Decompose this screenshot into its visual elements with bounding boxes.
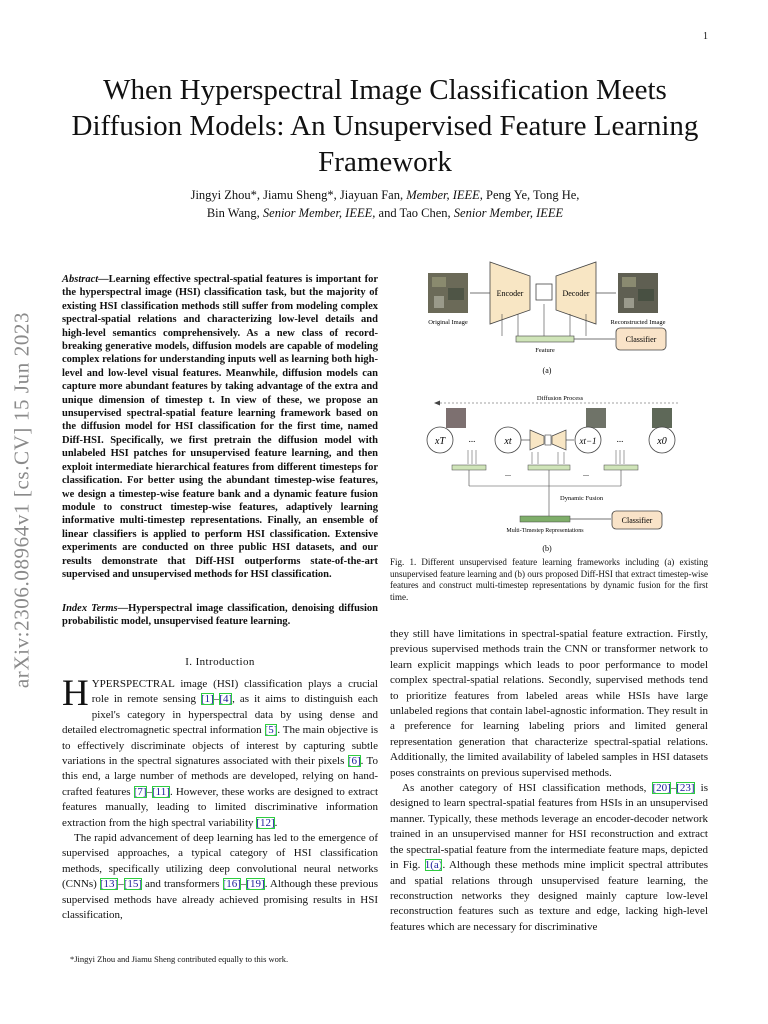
timestep-feature-bar: [452, 465, 486, 470]
ellipsis: ...: [583, 469, 589, 478]
intro-paragraph: [62, 673, 379, 831]
text-run: The rapid advancement of deep learning has led to the emergence of supervised approaches, a typical category of HSI classification methods, specifically utilizing deep convolutional neural networks (CNNs): [62, 832, 378, 891]
authors-line2-b: and Tao Chen,: [375, 206, 454, 220]
citation-link[interactable]: [23]: [676, 782, 695, 795]
text-run: –: [213, 693, 220, 706]
author-list: [90, 186, 680, 222]
unet-encoder: [530, 430, 544, 450]
reconstructed-image-thumbnail: [618, 273, 658, 313]
citation-link[interactable]: [5]: [264, 724, 278, 737]
abstract-label: Abstract: [62, 274, 99, 285]
clean-thumbnail: [652, 408, 672, 428]
original-image-label: Original Image: [428, 319, 468, 326]
diffusion-process-label: Diffusion Process: [536, 395, 584, 402]
page-number: 1: [703, 31, 708, 42]
text-run: . Although these methods mine implicit spectral attributes and spatial relations through unsupervised feature learning, the reconstruction networks they designed mainly capture low-level reconstruction features such as texture and edge, lacking high-level features which are necessary for discriminative: [390, 859, 708, 933]
citation-link[interactable]: [15]: [123, 878, 143, 891]
text-run: . The main objective is to effectively discriminate objects of interest by capturing subtle variations in the spectral signatures associated with their pixels: [62, 724, 378, 768]
ellipsis: ...: [505, 469, 511, 478]
dropcap: H: [62, 673, 89, 714]
figure-1a: [420, 258, 690, 383]
index-terms-text: —Hyperspectral image classification, denoising diffusion probabilistic model, unsupervised feature learning.: [62, 603, 378, 628]
text-run: , as it aims to distinguish each pixel's category in hyperspectral data by using dense and detailed electromagnetic spectral information: [62, 693, 378, 737]
citation-link[interactable]: [7]: [133, 785, 147, 798]
footnote: *Jingyi Zhou and Jiamu Sheng contributed equally to this work.: [70, 954, 289, 964]
dynamic-fusion-label: Dynamic Fusion: [560, 495, 604, 502]
reconstructed-image-label: Reconstructed Image: [610, 319, 666, 326]
node-x0-label: x0: [657, 436, 667, 447]
body-paragraph: they still have limitations in spectral-spatial feature extraction. Firstly, previous supervised methods train the CNN or transformer network to learn explicit mappings which leads to poor performance to model complex spectral-spatial relations. Secondly, supervised methods tend to prioritize features from labeled areas while HSIs have large unlabeled regions that contain label-agnostic information. They result in a preference for learning labeling priors and limited general representation generation that characterize spectral-spatial relations. Additionally, the limited availability of labeled samples in HSI datasets poses constraints on previous supervised methods.: [390, 628, 708, 779]
citation-link[interactable]: [13]: [99, 878, 119, 891]
index-terms: [62, 602, 378, 629]
text-run: and transformers: [142, 878, 223, 891]
node-xt-minus-1-label: xt−1: [579, 436, 597, 446]
text-run: . Although these previous supervised methods have already achieved promising results in HSI classification,: [62, 878, 378, 922]
noise-thumbnail: [446, 408, 466, 428]
citation-link[interactable]: [20]: [652, 782, 671, 795]
subfigure-label: (a): [542, 366, 552, 375]
timestep-feature-bar: [528, 465, 570, 470]
classifier-label: Classifier: [625, 335, 657, 344]
encoder-label: Encoder: [496, 289, 524, 298]
authors-line2-a: Bin Wang,: [206, 206, 263, 220]
text-run: . However, these works are designed to extract features manually, leading to limited discriminative information extraction from the high spectral variability: [62, 785, 379, 829]
citation-link[interactable]: [16]: [222, 878, 241, 891]
citation-link[interactable]: [1]: [200, 693, 214, 706]
multi-timestep-bar: [520, 516, 570, 522]
timestep-arrows: [468, 450, 624, 464]
classifier-label: Classifier: [621, 516, 653, 525]
subfigure-label: (b): [542, 544, 552, 553]
arrowhead: [434, 401, 440, 406]
text-run: –: [240, 878, 247, 891]
introduction-body: [62, 673, 379, 924]
citation-link[interactable]: [6]: [347, 755, 361, 768]
text-run: –: [670, 782, 677, 795]
paper-title: When Hyperspectral Image Classification Meets Diffusion Models: An Unsupervised Feature Learning Framework: [71, 74, 699, 178]
node-xT-label: xT: [435, 436, 445, 447]
authors-role: Member, IEEE,: [406, 188, 483, 202]
authors-line1-a: Jingyi Zhou*, Jiamu Sheng*, Jiayuan Fan,: [190, 188, 407, 202]
index-terms-label: Index Terms: [62, 603, 118, 614]
latent-box: [536, 284, 552, 300]
text-run: YPERSPECTRAL image (HSI) classification plays a crucial role in remote sensing: [91, 678, 378, 706]
figure-caption: Fig. 1. Different unsupervised feature learning frameworks including (a) existing unsupervised feature learning and (b) ours proposed Diff-HSI that extract timestep-wise features and construct multi-timestep representations by dynamic fusion for the first time.: [390, 557, 708, 602]
body-paragraph: [390, 781, 708, 935]
node-xt-label: xt: [504, 436, 512, 447]
authors-role: Senior Member, IEEE: [453, 206, 564, 220]
abstract: [62, 273, 378, 581]
arxiv-stamp-text: arXiv:2306.08964v1 [cs.CV] 15 Jun 2023: [9, 311, 34, 689]
feature-bar: [516, 336, 574, 342]
text-run: is designed to learn spectral-spatial features from HSIs in an unsupervised manner. Typically, these methods leverage an encoder-decoder network trained in an unsupervised manner for HSI reconstruction and extract the spectral-spatial feature from the intermediate feature maps, depicted in Fig.: [390, 782, 708, 872]
text-run: .: [274, 816, 278, 829]
arxiv-stamp: [2, 270, 42, 730]
feature-label: Feature: [535, 347, 555, 354]
abstract-text: —Learning effective spectral-spatial features is important for the hyperspectral image (HSI) classification task, but the majority of existing HSI classification methods still suffer from modeling complex spectral-spatial relations and characterizing low-level details and high-level semantics comprehensively. As a new class of record-breaking generative models, diffusion models are capable of modeling complex relations for understanding inputs well as learning both high-level and low-level visual features. Meanwhile, diffusion models can capture more abundant features by taking advantage of the extra and unique dimension of timestep t. In view of these, we propose an unsupervised spectral-spatial feature learning framework based on the diffusion model for HSI classification for the first time, named Diff-HSI. Specifically, we first pretrain the diffusion model with unlabeled HSI patches for unsupervised feature learning, and then exploit intermediate hierarchical features from different timesteps for classification. For better using the abundant timestep-wise features, we design a timestep-wise feature bank and a dynamic feature fusion module to construct timestep-wise features, adaptively learning informative multi-timestep representations. Finally, an ensemble of linear classifiers is applied to perform HSI classification. Extensive experiments are conducted on three public HSI datasets, and our results demonstrate that Diff-HSI outperforms state-of-the-art supervised and unsupervised methods for HSI classification.: [62, 274, 378, 580]
noisy-thumbnail: [586, 408, 606, 428]
citation-link[interactable]: [12]: [256, 816, 275, 829]
timestep-feature-bar: [604, 465, 638, 470]
decoder-label: Decoder: [562, 289, 590, 298]
authors-role: Senior Member, IEEE,: [262, 206, 376, 220]
unet-decoder: [552, 430, 566, 450]
original-image-thumbnail: [428, 273, 468, 313]
authors-line1-b: Peng Ye, Tong He,: [482, 188, 580, 202]
figure-1b: [420, 390, 690, 555]
citation-link[interactable]: [11]: [152, 785, 170, 798]
intro-paragraph: [62, 831, 378, 923]
ellipsis: ...: [616, 434, 624, 444]
right-column-body: [390, 627, 708, 935]
text-run: –: [146, 785, 153, 798]
text-run: . To this end, a large number of methods are developed, relying on hand-crafted features: [62, 755, 378, 798]
figure-reference-link[interactable]: 1(a): [424, 859, 443, 872]
citation-link[interactable]: [19]: [246, 878, 265, 891]
text-run: –: [118, 878, 124, 891]
unet-bottleneck: [545, 435, 551, 445]
text-run: As another category of HSI classification methods,: [402, 782, 653, 795]
section-heading: I. Introduction: [185, 656, 255, 668]
citation-link[interactable]: [4]: [219, 693, 233, 706]
multi-timestep-label: Multi-Timestep Representations: [506, 528, 584, 534]
ellipsis: ...: [468, 434, 476, 444]
fusion-lines: [469, 470, 621, 516]
